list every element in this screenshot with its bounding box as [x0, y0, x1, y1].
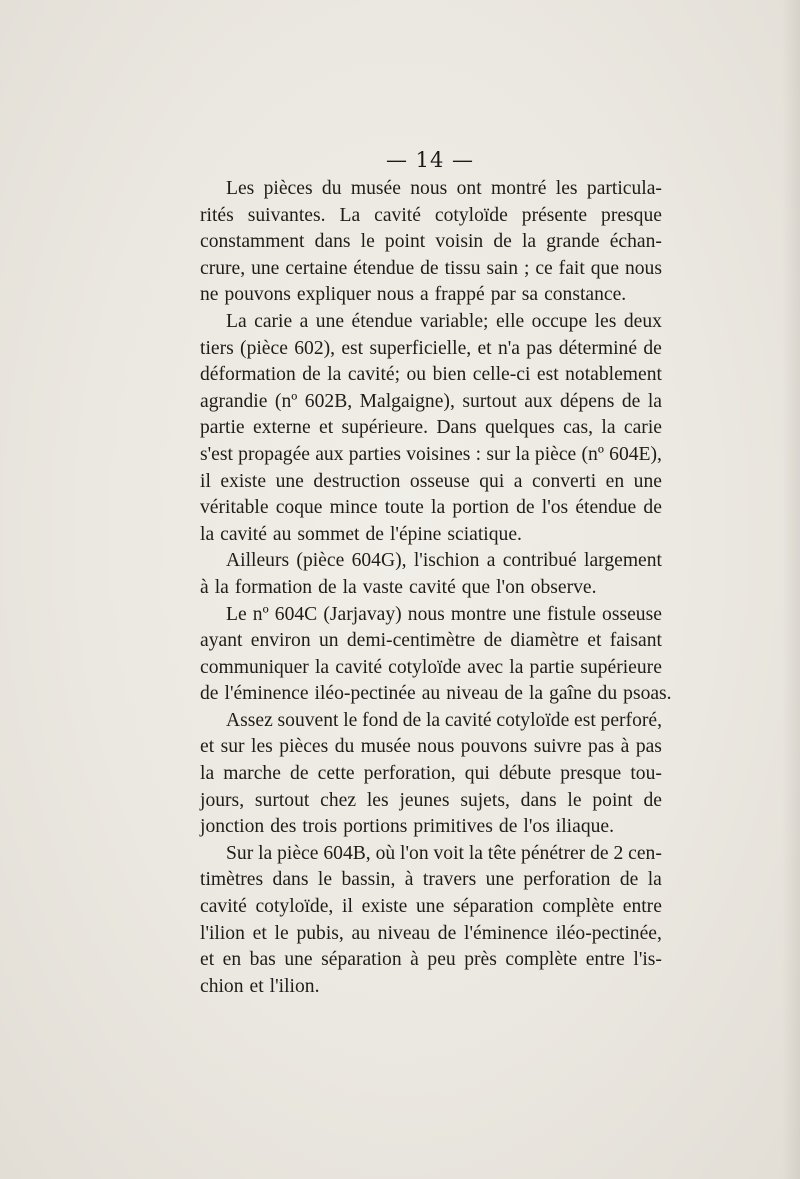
text-line: et sur les pièces du musée nous pouvons suivre pas à pas [200, 736, 662, 758]
text-line: tiers (pièce 602), est superficielle, et n'a pas déterminé de [200, 337, 662, 359]
text-line: partie externe et supérieure. Dans quelques cas, la carie [200, 417, 662, 439]
text-line: de l'éminence iléo-pectinée au niveau de la gaîne du psoas. [200, 683, 672, 705]
text-line: timètres dans le bassin, à travers une perforation de la [200, 869, 662, 891]
text-line: Les pièces du musée nous ont montré les particula- [226, 178, 662, 199]
text-line: jonction des trois portions primitives de l'os iliaque. [200, 816, 615, 838]
page-number: — 14 — [385, 148, 475, 172]
text-line: rités suivantes. La cavité cotyloïde présente presque [200, 204, 662, 226]
text-line: communiquer la cavité cotyloïde avec la partie supérieure [200, 656, 662, 678]
paragraph [200, 602, 672, 708]
text-line: Ailleurs (pièce 604G), l'ischion a contribué largement [226, 550, 662, 572]
page-edge-shadow [782, 0, 800, 1179]
text-line: Assez souvent le fond de la cavité cotyloïde est perforé, [226, 709, 662, 731]
paragraph [200, 841, 662, 1001]
text-line: la marche de cette perforation, qui débute presque tou- [200, 763, 662, 785]
text-line: Sur la pièce 604B, où l'on voit la tête pénétrer de 2 cen- [226, 842, 662, 864]
text-line: jours, surtout chez les jeunes sujets, dans le point de [200, 789, 662, 811]
paragraph [200, 176, 662, 309]
paragraph [200, 548, 662, 601]
text-line: ne pouvons expliquer nous a frappé par sa constance. [200, 284, 627, 306]
text-line: déformation de la cavité; ou bien celle-ci est notablement [200, 364, 662, 386]
text-line: La carie a une étendue variable; elle occupe les deux [226, 310, 662, 332]
text-line: crure, une certaine étendue de tissu sain ; ce fait que nous [200, 257, 662, 279]
paragraph [200, 708, 662, 841]
text-line: constamment dans le point voisin de la grande échan- [200, 231, 662, 253]
text-line: la cavité au sommet de l'épine sciatique. [200, 523, 522, 545]
text-line: s'est propagée aux parties voisines : sur la pièce (nº 604E), [200, 443, 662, 465]
text-line: il existe une destruction osseuse qui a converti en une [200, 470, 662, 492]
paragraph [200, 309, 662, 548]
text-line: et en bas une séparation à peu près complète entre l'is- [200, 949, 662, 971]
text-line: ayant environ un demi-centimètre de diamètre et faisant [200, 630, 662, 652]
text-line: Le nº 604C (Jarjavay) nous montre une fistule osseuse [226, 603, 662, 625]
text-line: à la formation de la vaste cavité que l'on observe. [200, 576, 597, 598]
text-line: chion et l'ilion. [200, 975, 320, 997]
text-line: l'ilion et le pubis, au niveau de l'éminence iléo-pectinée, [200, 922, 662, 944]
body-text [200, 176, 672, 1000]
text-line: cavité cotyloïde, il existe une séparation complète entre [200, 896, 662, 918]
text-line: véritable coque mince toute la portion de l'os étendue de [200, 497, 662, 519]
text-line: agrandie (nº 602B, Malgaigne), surtout aux dépens de la [200, 390, 662, 412]
